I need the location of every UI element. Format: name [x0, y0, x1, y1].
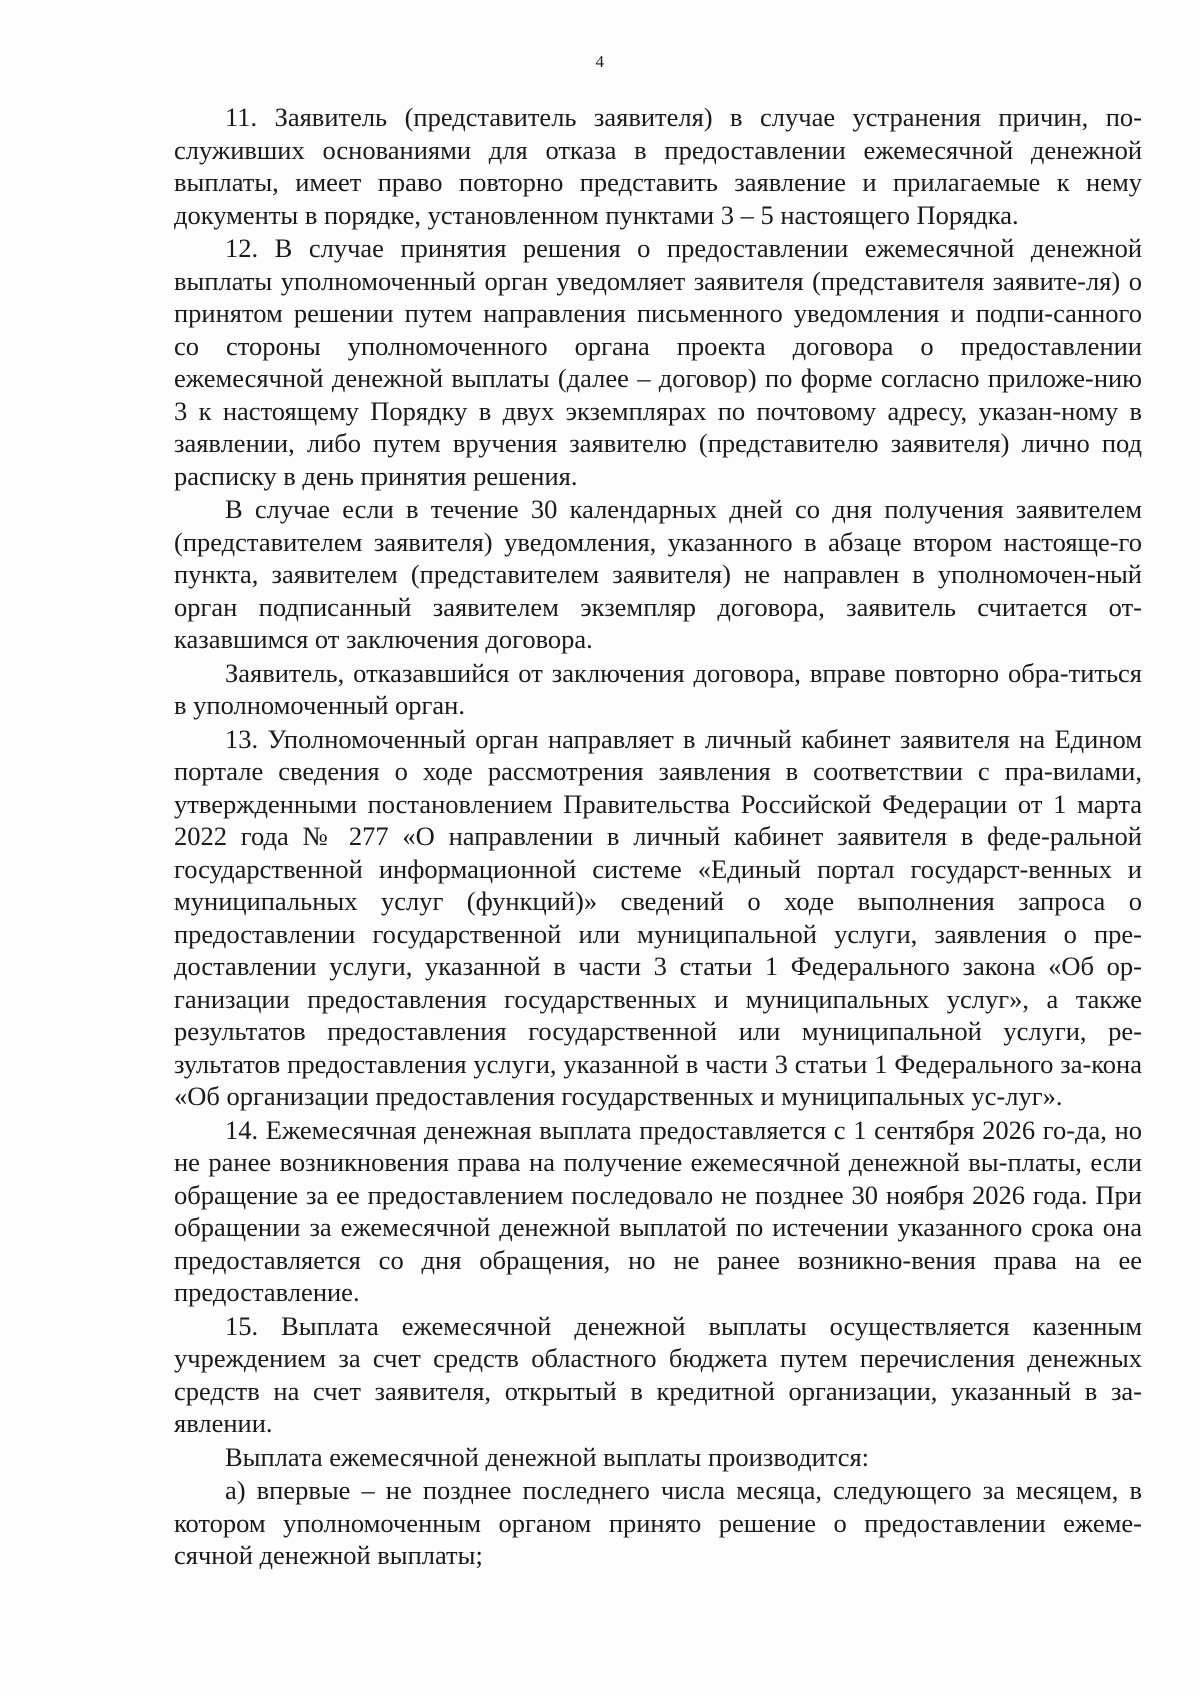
paragraph-15-item-a: а) впервые – не позднее последнего числа месяца, следующего за месяцем, в котором уполномоченным органом принято решение о предоставлении ежеме-сячной денежной выплаты; — [174, 1475, 1142, 1570]
document-body — [174, 101, 1142, 1572]
paragraph-12-abs2: В случае если в течение 30 календарных дней со дня получения заявителем (представителем заявителя) уведомления, указанного в абзаце втором настояще-го пункта, заявителем (представителем заявителя) не направлен в уполномочен-ный орган подписанный заявителем экземпляр договора, заявитель считается от-казавшимся от заключения договора. — [174, 494, 1142, 654]
paragraph-15-abs2: Выплата ежемесячной денежной выплаты производится: — [225, 1441, 870, 1472]
page-number: 4 — [595, 52, 605, 71]
paragraph-14: 14. Ежемесячная денежная выплата предоставляется с 1 сентября 2026 го-да, но не ранее возникновения права на получение ежемесячной денежной вы-платы, если обращение за ее предоставлением последовало не позднее 30 ноября 2026 года. При обращении за ежемесячной денежной выплатой по истечении указанного срока она предоставляется со дня обращения, но не ранее возникно-вения права на ее предоставление. — [174, 1114, 1142, 1307]
paragraph-12-abs3: Заявитель, отказавшийся от заключения договора, вправе повторно обра-титься в уполномоченный орган. — [174, 657, 1142, 720]
paragraph-13: 13. Уполномоченный орган направляет в личный кабинет заявителя на Едином портале сведения о ходе рассмотрения заявления в соответствии с пра-вилами, утвержденными постановлением Правительства Российской Федерации от 1 марта 2022 года № 277 «О направлении в личный кабинет заявителя в феде-ральной государственной информационной системе «Единый портал государст-венных и муниципальных услуг (функций)» сведений о ходе выполнения запроса о предоставлении государственной или муниципальной услуги, заявления о пре-доставлении услуги, указанной в части 3 статьи 1 Федерального закона «Об ор-ганизации предоставления государственных и муниципальных услуг», а также результатов предоставления государственной или муниципальной услуги, ре-зультатов предоставления услуги, указанной в части 3 статьи 1 Федерального за-кона «Об организации предоставления государственных и муниципальных ус-луг». — [174, 723, 1142, 1111]
paragraph-11: 11. Заявитель (представитель заявителя) в случае устранения причин, по-служивших основаниями для отказа в предоставлении ежемесячной денежной выплаты, имеет право повторно представить заявление и прилагаемые к нему документы в порядке, установленном пунктами 3 – 5 настоящего Порядка. — [174, 102, 1142, 230]
paragraph-15: 15. Выплата ежемесячной денежной выплаты осуществляется казенным учреждением за счет средств областного бюджета путем перечисления денежных средств на счет заявителя, открытый в кредитной организации, указанный в за-явлении. — [174, 1310, 1142, 1438]
paragraph-12: 12. В случае принятия решения о предоставлении ежемесячной денежной выплаты уполномоченный орган уведомляет заявителя (представителя заявите-ля) о принятом решении путем направления письменного уведомления и подпи-санного со стороны уполномоченного органа проекта договора о предоставлении ежемесячной денежной выплаты (далее – договор) по форме согласно приложе-нию 3 к настоящему Порядку в двух экземплярах по почтовому адресу, указан-ному в заявлении, либо путем вручения заявителю (представителю заявителя) лично под расписку в день принятия решения. — [174, 233, 1142, 491]
